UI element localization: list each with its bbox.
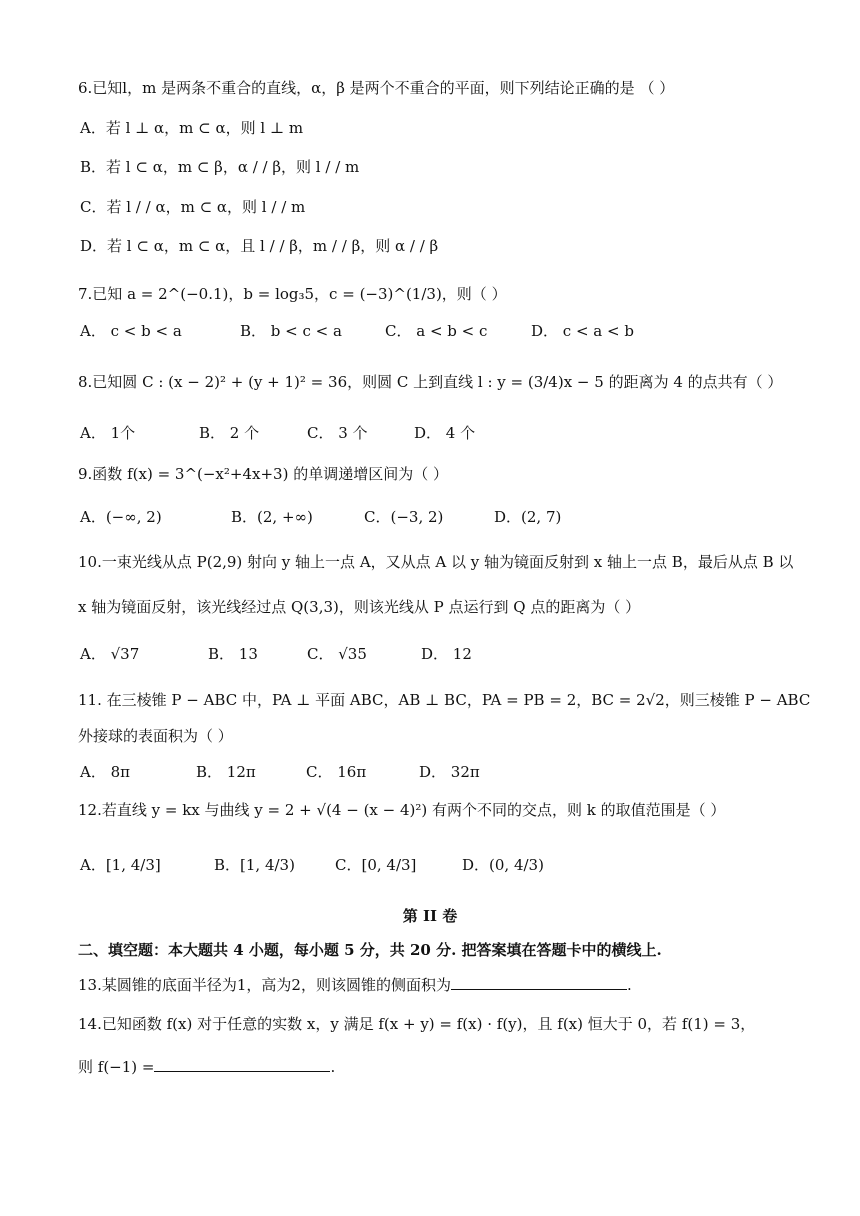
q11-option-d: D． 32π <box>419 763 480 781</box>
q6-option-b: B．若 l ⊂ α，m ⊂ β，α / / β，则 l / / m <box>80 158 360 176</box>
q14-answer-blank[interactable] <box>154 1055 330 1072</box>
q12-option-b: B．[1, 4/3) <box>214 856 295 874</box>
q7-option-b: B． b < c < a <box>240 322 342 340</box>
q14-end: . <box>330 1058 336 1076</box>
q9-option-a: A．(−∞, 2) <box>80 508 162 526</box>
q14-line2 <box>78 1055 335 1079</box>
q7-option-d: D． c < a < b <box>531 322 634 340</box>
q6-option-c: C．若 l / / α，m ⊂ α，则 l / / m <box>80 198 306 216</box>
q7-option-c: C． a < b < c <box>385 322 488 340</box>
q8-option-a: A． 1个 <box>80 424 136 442</box>
q6-stem: 6.已知l，m 是两条不重合的直线，α，β 是两个不重合的平面，则下列结论正确的是 （ ） <box>78 79 675 97</box>
q12-option-c: C．[0, 4/3] <box>335 856 417 874</box>
section-title: 第 II 卷 <box>402 907 458 925</box>
q11-option-c: C． 16π <box>306 763 367 781</box>
q11-option-a: A． 8π <box>80 763 131 781</box>
q9-option-b: B．(2, +∞) <box>231 508 313 526</box>
q13-answer-blank[interactable] <box>451 973 627 990</box>
q10-option-d: D． 12 <box>421 645 472 663</box>
q10-option-c: C． √35 <box>307 645 367 663</box>
q14-stem-line2: 则 f(−1) = <box>78 1058 155 1076</box>
part2-heading: 二、填空题：本大题共 4 小题，每小题 5 分，共 20 分. 把答案填在答题卡中的横线上. <box>78 941 662 959</box>
q11-stem-line1: 11. 在三棱锥 P − ABC 中，PA ⊥ 平面 ABC，AB ⊥ BC，PA = PB = 2，BC = 2√2，则三棱锥 P − ABC <box>78 691 811 709</box>
q6-option-a: A．若 l ⊥ α，m ⊂ α，则 l ⊥ m <box>80 119 304 137</box>
q8-option-d: D． 4 个 <box>414 424 476 442</box>
q10-option-b: B． 13 <box>208 645 258 663</box>
q9-stem: 9.函数 f(x) = 3^(−x²+4x+3) 的单调递增区间为（ ） <box>78 465 448 483</box>
q12-stem: 12.若直线 y = kx 与曲线 y = 2 + √(4 − (x − 4)²) 有两个不同的交点，则 k 的取值范围是（ ） <box>78 801 726 819</box>
q10-option-a: A． √37 <box>80 645 140 663</box>
q10-stem-line1: 10.一束光线从点 P(2,9) 射向 y 轴上一点 A，又从点 A 以 y 轴为镜面反射到 x 轴上一点 B，最后从点 B 以 <box>78 553 794 571</box>
q8-option-c: C． 3 个 <box>307 424 368 442</box>
q11-stem-line2: 外接球的表面积为（ ） <box>78 727 233 745</box>
q14-stem-line1: 14.已知函数 f(x) 对于任意的实数 x，y 满足 f(x + y) = f(x) · f(y)，且 f(x) 恒大于 0，若 f(1) = 3， <box>78 1015 756 1033</box>
q9-option-c: C．(−3, 2) <box>364 508 444 526</box>
q12-option-d: D．(0, 4/3) <box>462 856 544 874</box>
q13-end: . <box>626 976 632 994</box>
q8-option-b: B． 2 个 <box>199 424 260 442</box>
q6-option-d: D．若 l ⊂ α，m ⊂ α，且 l / / β，m / / β，则 α / / β <box>80 237 439 255</box>
q8-stem: 8.已知圆 C : (x − 2)² + (y + 1)² = 36，则圆 C 上到直线 l : y = (3/4)x − 5 的距离为 4 的点共有（ ） <box>78 373 783 391</box>
q11-option-b: B． 12π <box>196 763 256 781</box>
q13-line <box>78 973 632 997</box>
q7-stem: 7.已知 a = 2^(−0.1)，b = log₃5，c = (−3)^(1/3)，则（ ） <box>78 285 507 303</box>
q7-option-a: A． c < b < a <box>80 322 182 340</box>
q13-stem: 13.某圆锥的底面半径为1，高为2，则该圆锥的侧面积为 <box>78 976 451 994</box>
q12-option-a: A．[1, 4/3] <box>80 856 161 874</box>
q10-stem-line2: x 轴为镜面反射，该光线经过点 Q(3,3)，则该光线从 P 点运行到 Q 点的距离为（ ） <box>78 598 641 616</box>
q9-option-d: D．(2, 7) <box>494 508 562 526</box>
